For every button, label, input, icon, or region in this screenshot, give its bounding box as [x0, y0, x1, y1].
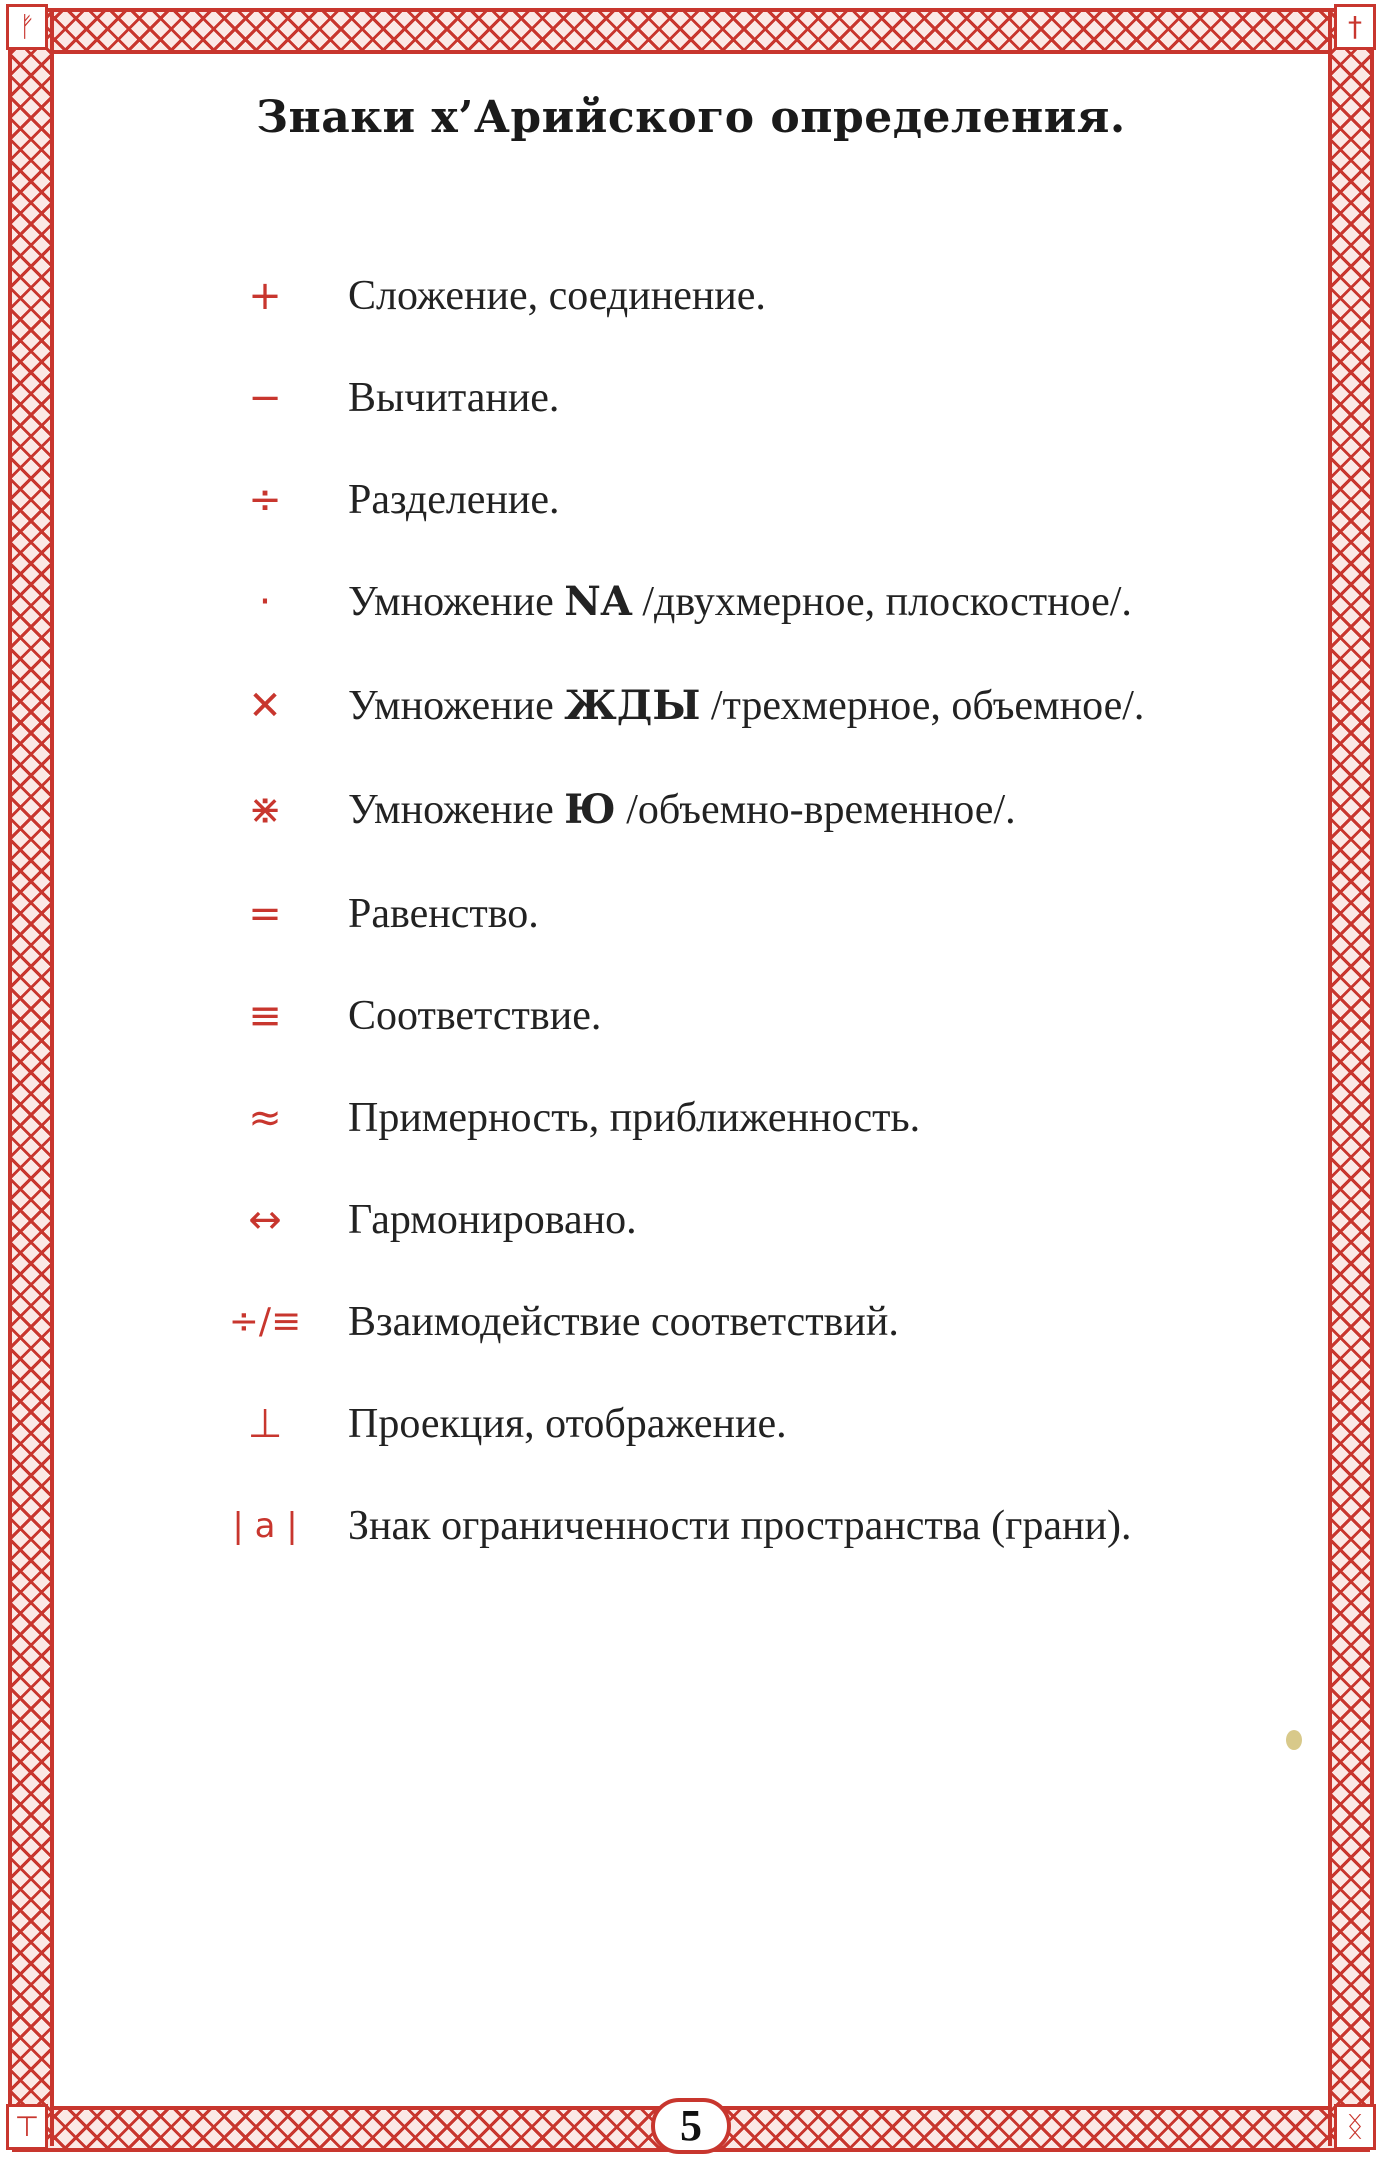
desc-suffix: /объемно-временное/. [615, 787, 1016, 833]
desc-prefix: Умножение [348, 579, 565, 625]
desc-bold-term: NA [564, 578, 632, 625]
ornament-border-top [12, 8, 1370, 54]
page-title: Знаки х’Арийского определения. [256, 92, 1126, 143]
sign-description: Сложение, соединение. [348, 273, 766, 319]
cross-multiply-sign-icon: ✕ [248, 683, 282, 729]
identical-sign-icon: ≡ [248, 993, 282, 1039]
sign-description: Соответствие. [348, 993, 602, 1039]
sign-row [220, 1088, 1260, 1148]
corner-rune-top-left-icon: ᚠ [6, 4, 48, 50]
sign-description: Примерность, приближенность. [348, 1095, 921, 1141]
sign-description: Вычитание. [348, 375, 560, 421]
corner-rune-bottom-right-icon: ᛝ [1334, 2104, 1376, 2150]
minus-sign-icon: − [248, 375, 282, 421]
harmony-arrow-icon: ↔ [248, 1197, 282, 1243]
plus-sign-icon: + [248, 273, 282, 319]
division-sign-icon: ÷ [248, 477, 282, 523]
sign-description: Знак ограниченности пространства (грани). [348, 1503, 1132, 1549]
equals-sign-icon: = [248, 891, 282, 937]
sign-description: Равенство. [348, 891, 539, 937]
sign-row [220, 780, 1260, 840]
desc-bold-term: Ю [564, 786, 616, 833]
projection-sign-icon: ⊥ [247, 1401, 283, 1447]
corner-rune-top-right-icon: † [1334, 4, 1376, 50]
sign-description [348, 780, 1016, 840]
sign-row [220, 1496, 1260, 1556]
sign-row [220, 676, 1260, 736]
ornament-border-left [8, 12, 54, 2146]
page-number: 5 [651, 2098, 731, 2154]
desc-prefix: Умножение [348, 787, 565, 833]
desc-suffix: /трехмерное, объемное/. [700, 683, 1145, 729]
boundary-sign-icon: | a | [232, 1506, 298, 1546]
ornament-border-right [1328, 12, 1374, 2146]
sign-description: Разделение. [348, 477, 560, 523]
sign-description [348, 676, 1144, 736]
paper-speck [1286, 1730, 1302, 1750]
sign-row [220, 884, 1260, 944]
interaction-sign-icon: ÷/≡ [228, 1301, 302, 1342]
sign-row [220, 470, 1260, 530]
sign-description: Взаимодействие соответствий. [348, 1299, 899, 1345]
sign-description: Проекция, отображение. [348, 1401, 787, 1447]
corner-rune-bottom-left-icon: ⊤ [6, 2104, 48, 2150]
approx-sign-icon: ≈ [248, 1095, 282, 1141]
sign-description [348, 572, 1132, 632]
sign-description: Гармонировано. [348, 1197, 637, 1243]
star-multiply-sign-icon: ⋇ [248, 787, 282, 833]
sign-row [220, 1190, 1260, 1250]
sign-row [220, 368, 1260, 428]
desc-prefix: Умножение [348, 683, 565, 729]
sign-row [220, 572, 1260, 632]
desc-suffix: /двухмерное, плоскостное/. [631, 579, 1132, 625]
sign-row [220, 1394, 1260, 1454]
sign-row [220, 1292, 1260, 1352]
desc-bold-term: ЖДЫ [564, 682, 701, 729]
dot-multiply-sign-icon: · [258, 579, 272, 625]
sign-row [220, 986, 1260, 1046]
sign-row [220, 266, 1260, 326]
